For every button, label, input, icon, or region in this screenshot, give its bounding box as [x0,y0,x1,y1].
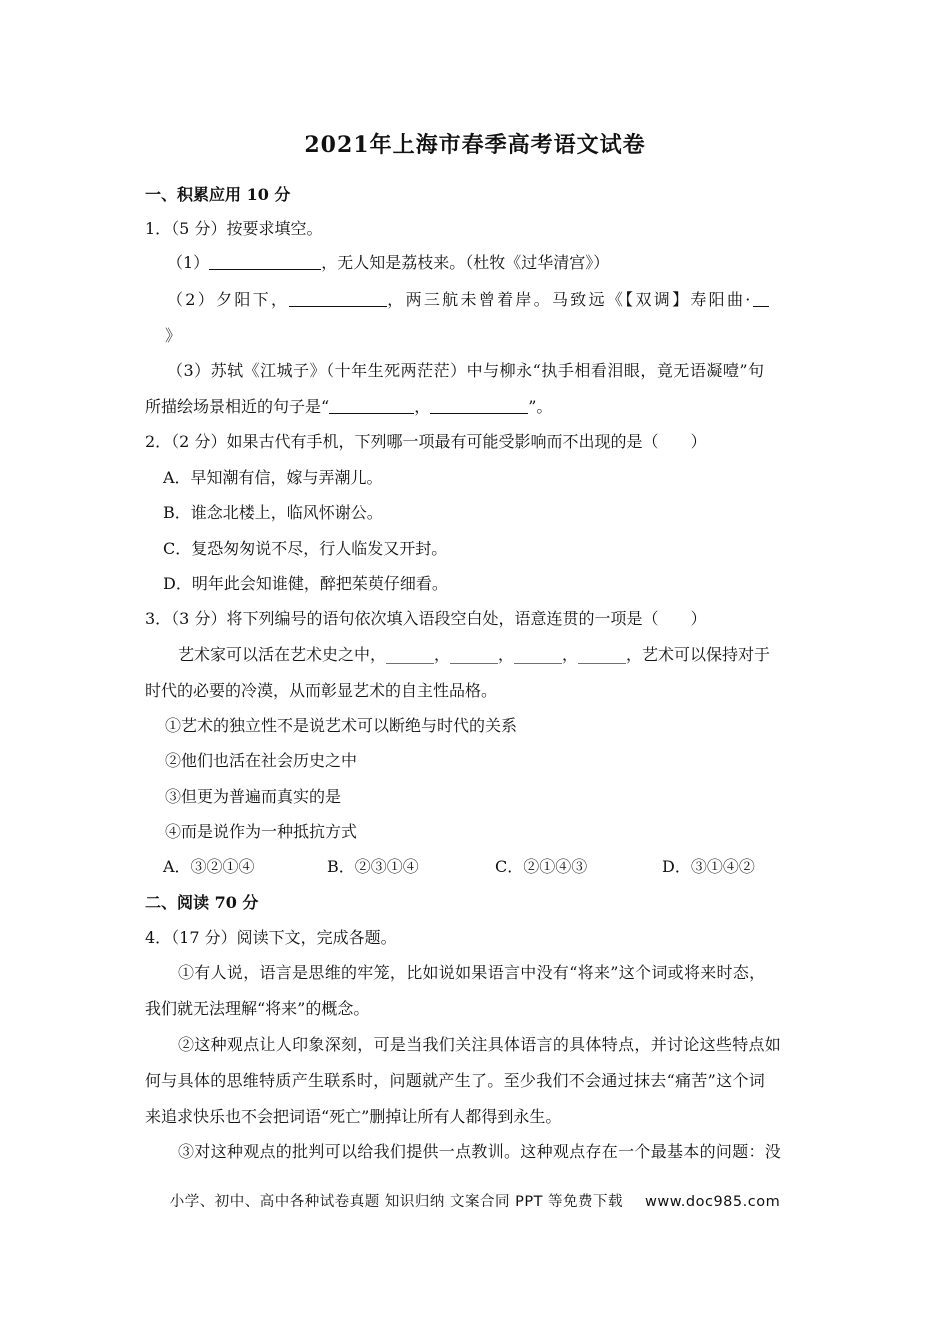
q3-item-4: ④而是说作为一种抵抗方式 [165,822,358,841]
q2-stem: 2．（2 分）如果古代有手机，下列哪一项最有可能受影响而不出现的是（ ） [145,432,707,451]
q1-part3-prefix: 所描绘场景相近的句子是“ [145,397,330,416]
footer-url[interactable]: www.doc985.com [645,1194,781,1210]
q4-para2-line2: 何与具体的思维特质产生联系时，问题就产生了。至少我们不会通过抹去“痛苦”这个词 [145,1071,766,1090]
q3-passage-line1: 艺术家可以活在艺术史之中，______，______，______，______，艺术可以保持对于 [178,645,771,664]
q1-part2 [167,289,769,311]
q1-part3-blank-1[interactable] [329,397,414,414]
q3-choices [163,856,755,878]
q4-para2-line3: 来追求快乐也不会把词语“死亡”删掉让所有人都得到永生。 [145,1107,562,1126]
q1-part3-sep: ， [414,397,431,416]
q1-part2-blank-2[interactable] [753,290,769,307]
section-heading-2: 二、阅读 70 分 [145,893,259,912]
q1-part2-close: 》 [165,326,182,345]
q2-option-a: A．早知潮有信，嫁与弄潮儿。 [163,468,383,487]
q4-stem: 4．（17 分）阅读下文，完成各题。 [145,928,397,947]
q1-part1-text: ，无人知是荔枝来。（杜牧《过华清宫》） [321,253,610,272]
q3-item-2: ②他们也活在社会历史之中 [165,751,358,770]
q2-option-c: C．复恐匆匆说不尽，行人临发又开封。 [163,539,448,558]
q4-para3-line1: ③对这种观点的批判可以给我们提供一点教训。这种观点存在一个最基本的问题：没 [178,1142,782,1161]
q1-part1-blank[interactable] [209,253,321,270]
section-heading-1: 一、积累应用 10 分 [145,185,291,204]
page-title: 2021年上海市春季高考语文试卷 [304,132,646,158]
q1-part2-blank[interactable] [289,290,387,307]
q3-choice-b: B．②③①④ [327,857,419,876]
footer-text: 小学、初中、高中各种试卷真题 知识归纳 文案合同 PPT 等免费下载 [169,1194,624,1210]
q3-choice-a: A．③②①④ [163,857,255,876]
q1-stem: 1．（5 分）按要求填空。 [145,219,323,238]
q1-part3-line1: （3）苏轼《江城子》（十年生死两茫茫）中与柳永“执手相看泪眼，竟无语凝噎”句 [167,361,765,380]
q3-item-1: ①艺术的独立性不是说艺术可以断绝与时代的关系 [165,716,518,735]
q4-para1-line2: 我们就无法理解“将来”的概念。 [145,999,370,1018]
q1-part3-blank-2[interactable] [430,397,528,414]
q1-part2-prefix: （2）夕阳下， [167,290,290,309]
q4-para1-line1: ①有人说，语言是思维的牢笼，比如说如果语言中没有“将来”这个词或将来时态， [178,963,766,982]
q1-part3-line2 [145,396,552,418]
q1-part3-suffix: ”。 [528,397,553,416]
q3-stem: 3．（3 分）将下列编号的语句依次填入语段空白处，语意连贯的一项是（ ） [145,609,707,628]
q1-part2-text: ，两三航未曾着岸。马致远《【双调】寿阳曲· [387,290,753,309]
q3-passage-line2: 时代的必要的冷漠，从而彰显艺术的自主性品格。 [145,681,498,700]
page-footer [0,1190,950,1211]
q3-choice-d: D．③①④② [662,857,755,876]
q3-choice-c: C．②①④③ [495,857,588,876]
q4-para2-line1: ②这种观点让人印象深刻，可是当我们关注具体语言的具体特点，并讨论这些特点如 [178,1035,782,1054]
q1-part1 [167,252,609,274]
q2-option-d: D．明年此会知谁健，醉把茱萸仔细看。 [163,574,448,593]
q1-part1-prefix: （1） [167,253,210,272]
q2-option-b: B．谁念北楼上，临风怀谢公。 [163,503,383,522]
q3-item-3: ③但更为普遍而真实的是 [165,787,342,806]
